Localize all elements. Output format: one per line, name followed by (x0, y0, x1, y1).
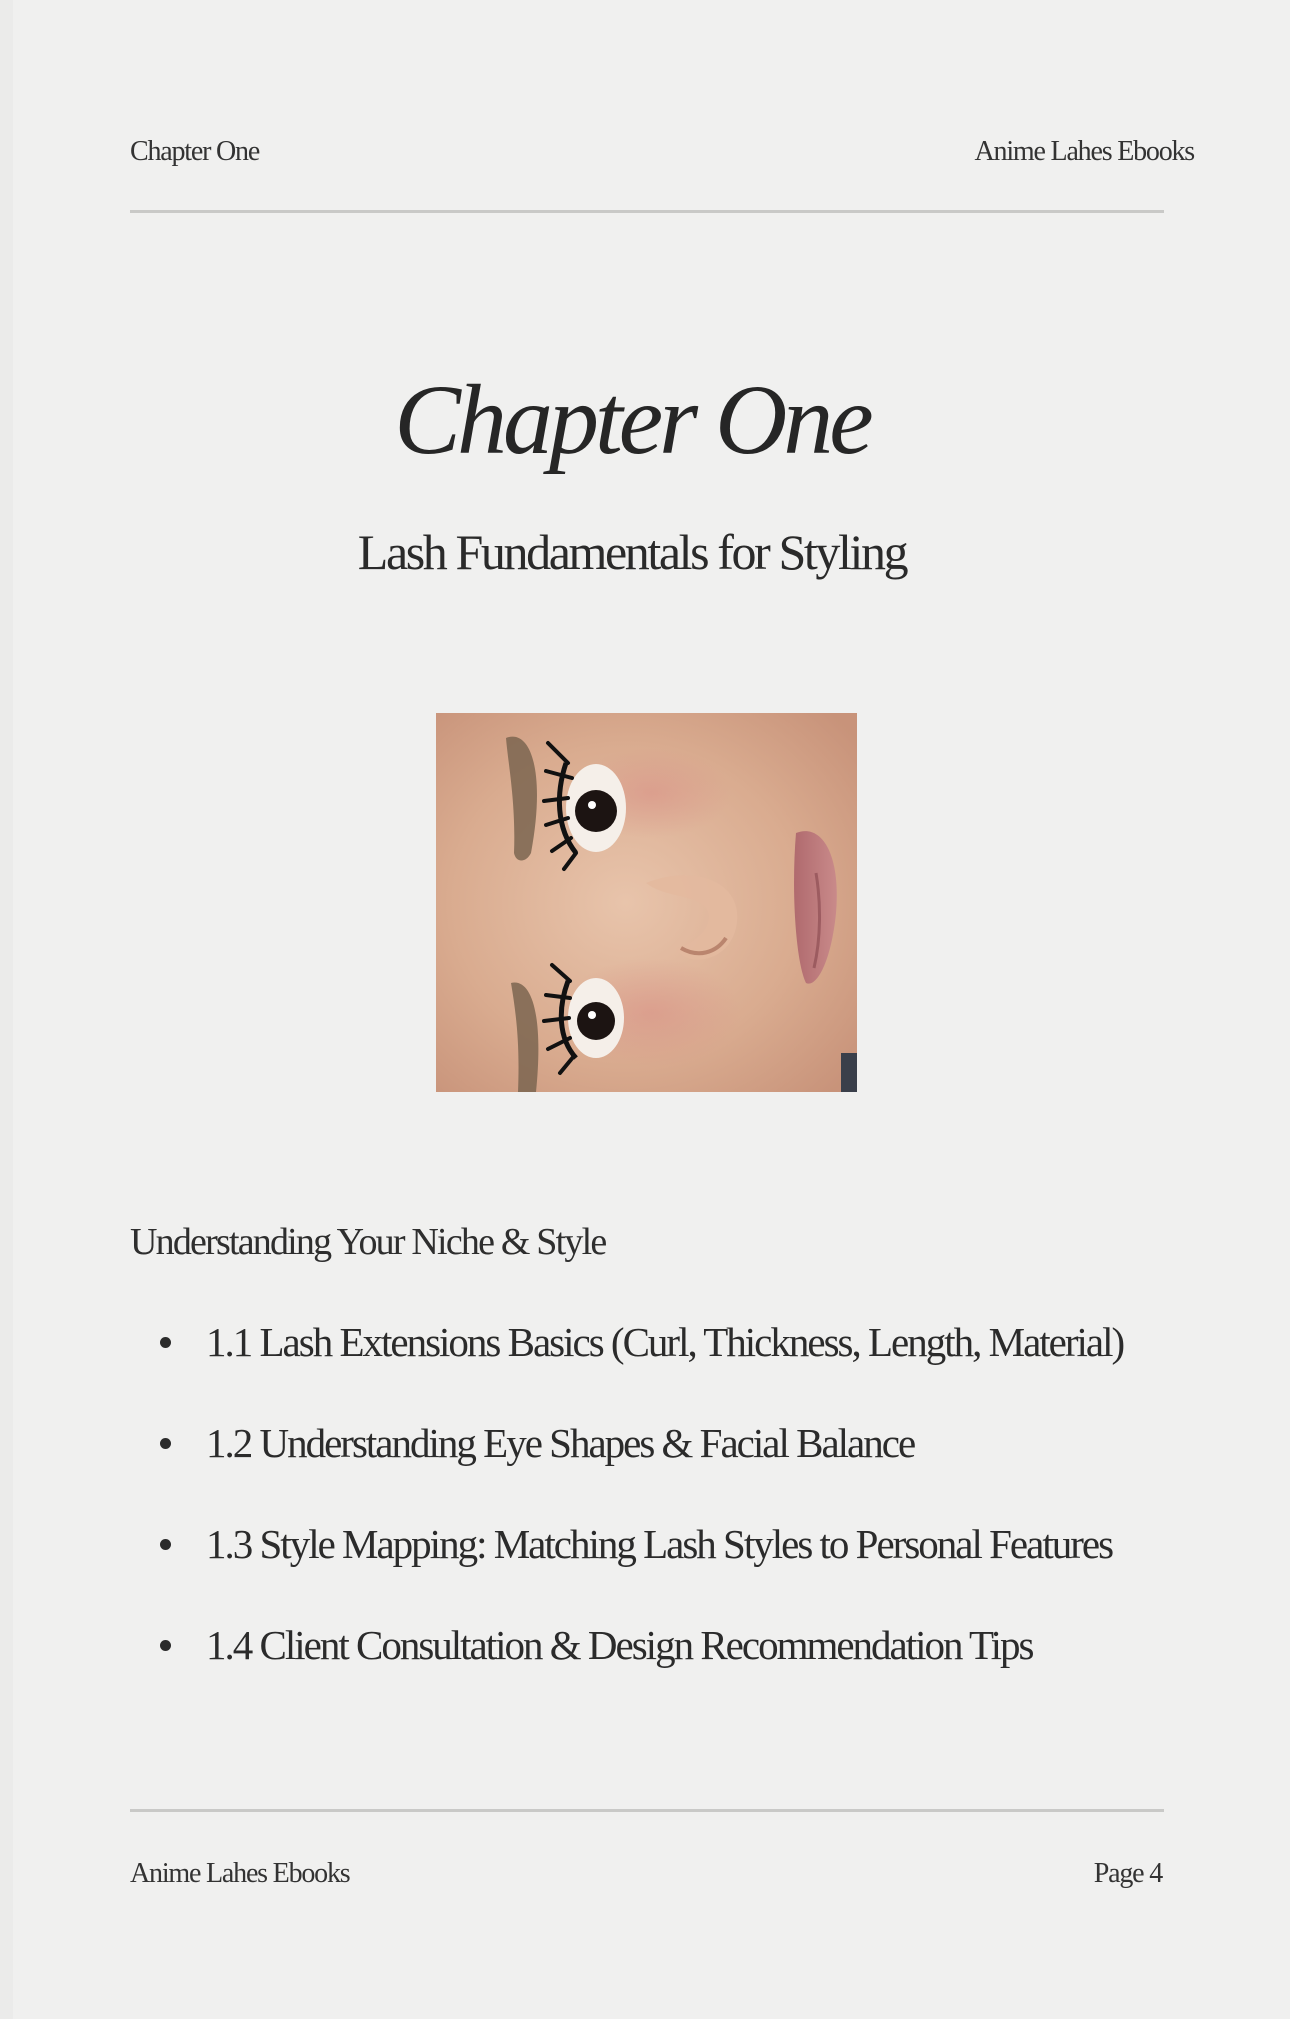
eye-closeup-photo (436, 713, 857, 1092)
bullet-icon (160, 1438, 171, 1449)
face-illustration (436, 713, 857, 1092)
section-heading: Understanding Your Niche & Style (130, 1221, 606, 1263)
page-number: Page 4 (1093, 1858, 1162, 1889)
toc-item-label: 1.2 Understanding Eye Shapes & Facial Balance (206, 1420, 915, 1466)
bullet-icon (160, 1640, 171, 1651)
running-header-chapter: Chapter One (130, 136, 260, 167)
toc-item-label: 1.3 Style Mapping: Matching Lash Styles to Personal Features (206, 1521, 1113, 1567)
running-footer-title: Anime Lahes Ebooks (130, 1858, 350, 1889)
bullet-icon (160, 1539, 171, 1550)
bullet-icon (160, 1337, 171, 1348)
chapter-subtitle: Lash Fundamentals for Styling (357, 524, 907, 580)
footer-divider (130, 1809, 1164, 1812)
chapter-title: Chapter One (394, 364, 870, 475)
toc-item-label: 1.1 Lash Extensions Basics (Curl, Thickness, Length, Material) (206, 1319, 1124, 1365)
header-divider (130, 210, 1164, 213)
toc-item-label: 1.4 Client Consultation & Design Recommendation Tips (206, 1622, 1033, 1668)
running-header-title: Anime Lahes Ebooks (974, 136, 1194, 167)
